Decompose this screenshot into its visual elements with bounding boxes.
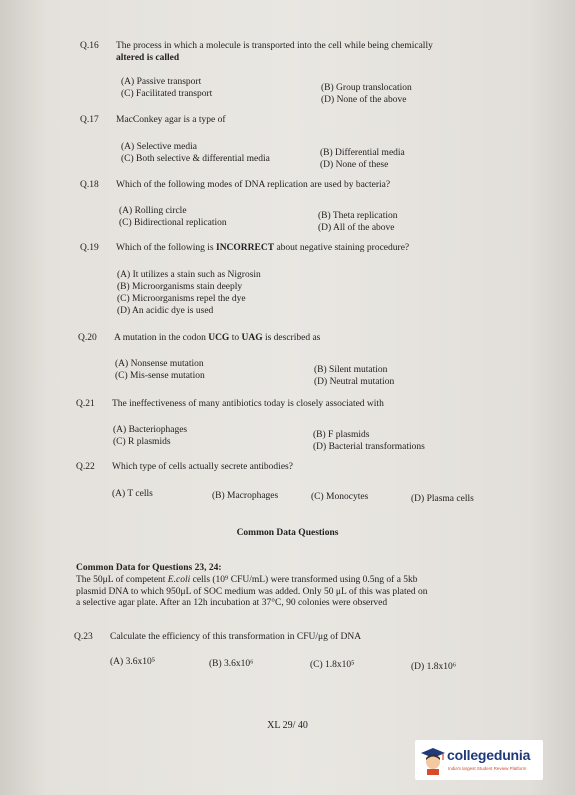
logo-brand-text: collegedunia [447,747,531,763]
common-data-heading: Common Data Questions [236,528,339,538]
option-a: (A) Nonsense mutation [115,359,204,369]
question-text: MacConkey agar is a type of [116,115,226,125]
question-text: Calculate the efficiency of this transformation in CFU/μg of DNA [110,632,362,642]
option-b: (B) F plasmids [313,430,370,440]
logo-tagline: India's largest Student Review Platform [448,766,527,771]
option-d: (D) None of these [320,160,389,170]
question-text: The ineffectiveness of many antibiotics today is closely associated with [112,399,384,409]
option-a: (A) Passive transport [121,77,202,87]
option-d: (D) Neutral mutation [314,377,395,387]
option-b: (B) Silent mutation [314,365,388,375]
option-b: (B) 3.6x10⁶ [209,659,254,669]
common-data-title: Common Data for Questions 23, 24: [76,563,222,573]
option-c: (C) Monocytes [311,492,369,502]
student-mascot-icon [419,745,447,775]
option-c: (C) Mis-sense mutation [115,371,205,381]
option-c: (C) Microorganisms repel the dye [117,294,246,304]
option-c: (C) Both selective & differential media [121,154,270,164]
page-number: XL 29/ 40 [267,720,308,731]
question-number: Q.22 [76,462,95,472]
option-c: (C) Bidirectional replication [119,218,227,228]
option-c: (C) 1.8x10⁵ [310,660,355,670]
question-number: Q.17 [80,115,99,125]
question-text: Which type of cells actually secrete antibodies? [112,462,293,472]
option-d: (D) Plasma cells [411,494,474,504]
option-a: (A) Rolling circle [119,206,187,216]
option-b: (B) Group translocation [321,83,412,93]
question-number: Q.18 [80,180,99,190]
option-b: (B) Microorganisms stain deeply [117,282,243,292]
option-c: (C) R plasmids [113,437,171,447]
question-number: Q.19 [80,243,99,253]
question-number: Q.21 [76,399,95,409]
common-data-text: The 50μL of competent E.coli cells (10⁹ CFU/mL) were transformed using 0.5ng of a 5kb plasmid DNA to which 950μL of SOC medium was added. Only 50 μL of this was plated on a selective agar plate. After an 12h incubation at 37°C, 90 colonies were observed [76,575,428,608]
option-d: (D) All of the above [318,223,395,233]
question-number: Q.23 [74,632,93,642]
option-d: (D) None of the above [321,95,407,105]
option-b: (B) Theta replication [318,211,398,221]
option-b: (B) Macrophages [212,491,279,501]
option-a: (A) It utilizes a stain such as Nigrosin [117,270,261,280]
option-d: (D) 1.8x10⁶ [411,662,456,672]
question-text: The process in which a molecule is transported into the cell while being chemically altered is called [116,41,433,63]
option-d: (D) An acidic dye is used [117,306,214,316]
question-number: Q.16 [80,41,99,51]
collegedunia-logo [415,740,543,780]
option-c: (C) Facilitated transport [121,89,213,99]
question-number: Q.20 [78,333,97,343]
option-a: (A) Bacteriophages [113,425,188,435]
question-text: Which of the following is INCORRECT about negative staining procedure? [116,243,410,253]
option-a: (A) T cells [112,489,153,499]
option-b: (B) Differential media [320,148,405,158]
question-text: Which of the following modes of DNA replication are used by bacteria? [116,180,391,190]
option-a: (A) 3.6x10⁵ [110,657,155,667]
option-d: (D) Bacterial transformations [313,442,425,452]
question-text: A mutation in the codon UCG to UAG is described as [114,333,321,343]
option-a: (A) Selective media [121,142,197,152]
